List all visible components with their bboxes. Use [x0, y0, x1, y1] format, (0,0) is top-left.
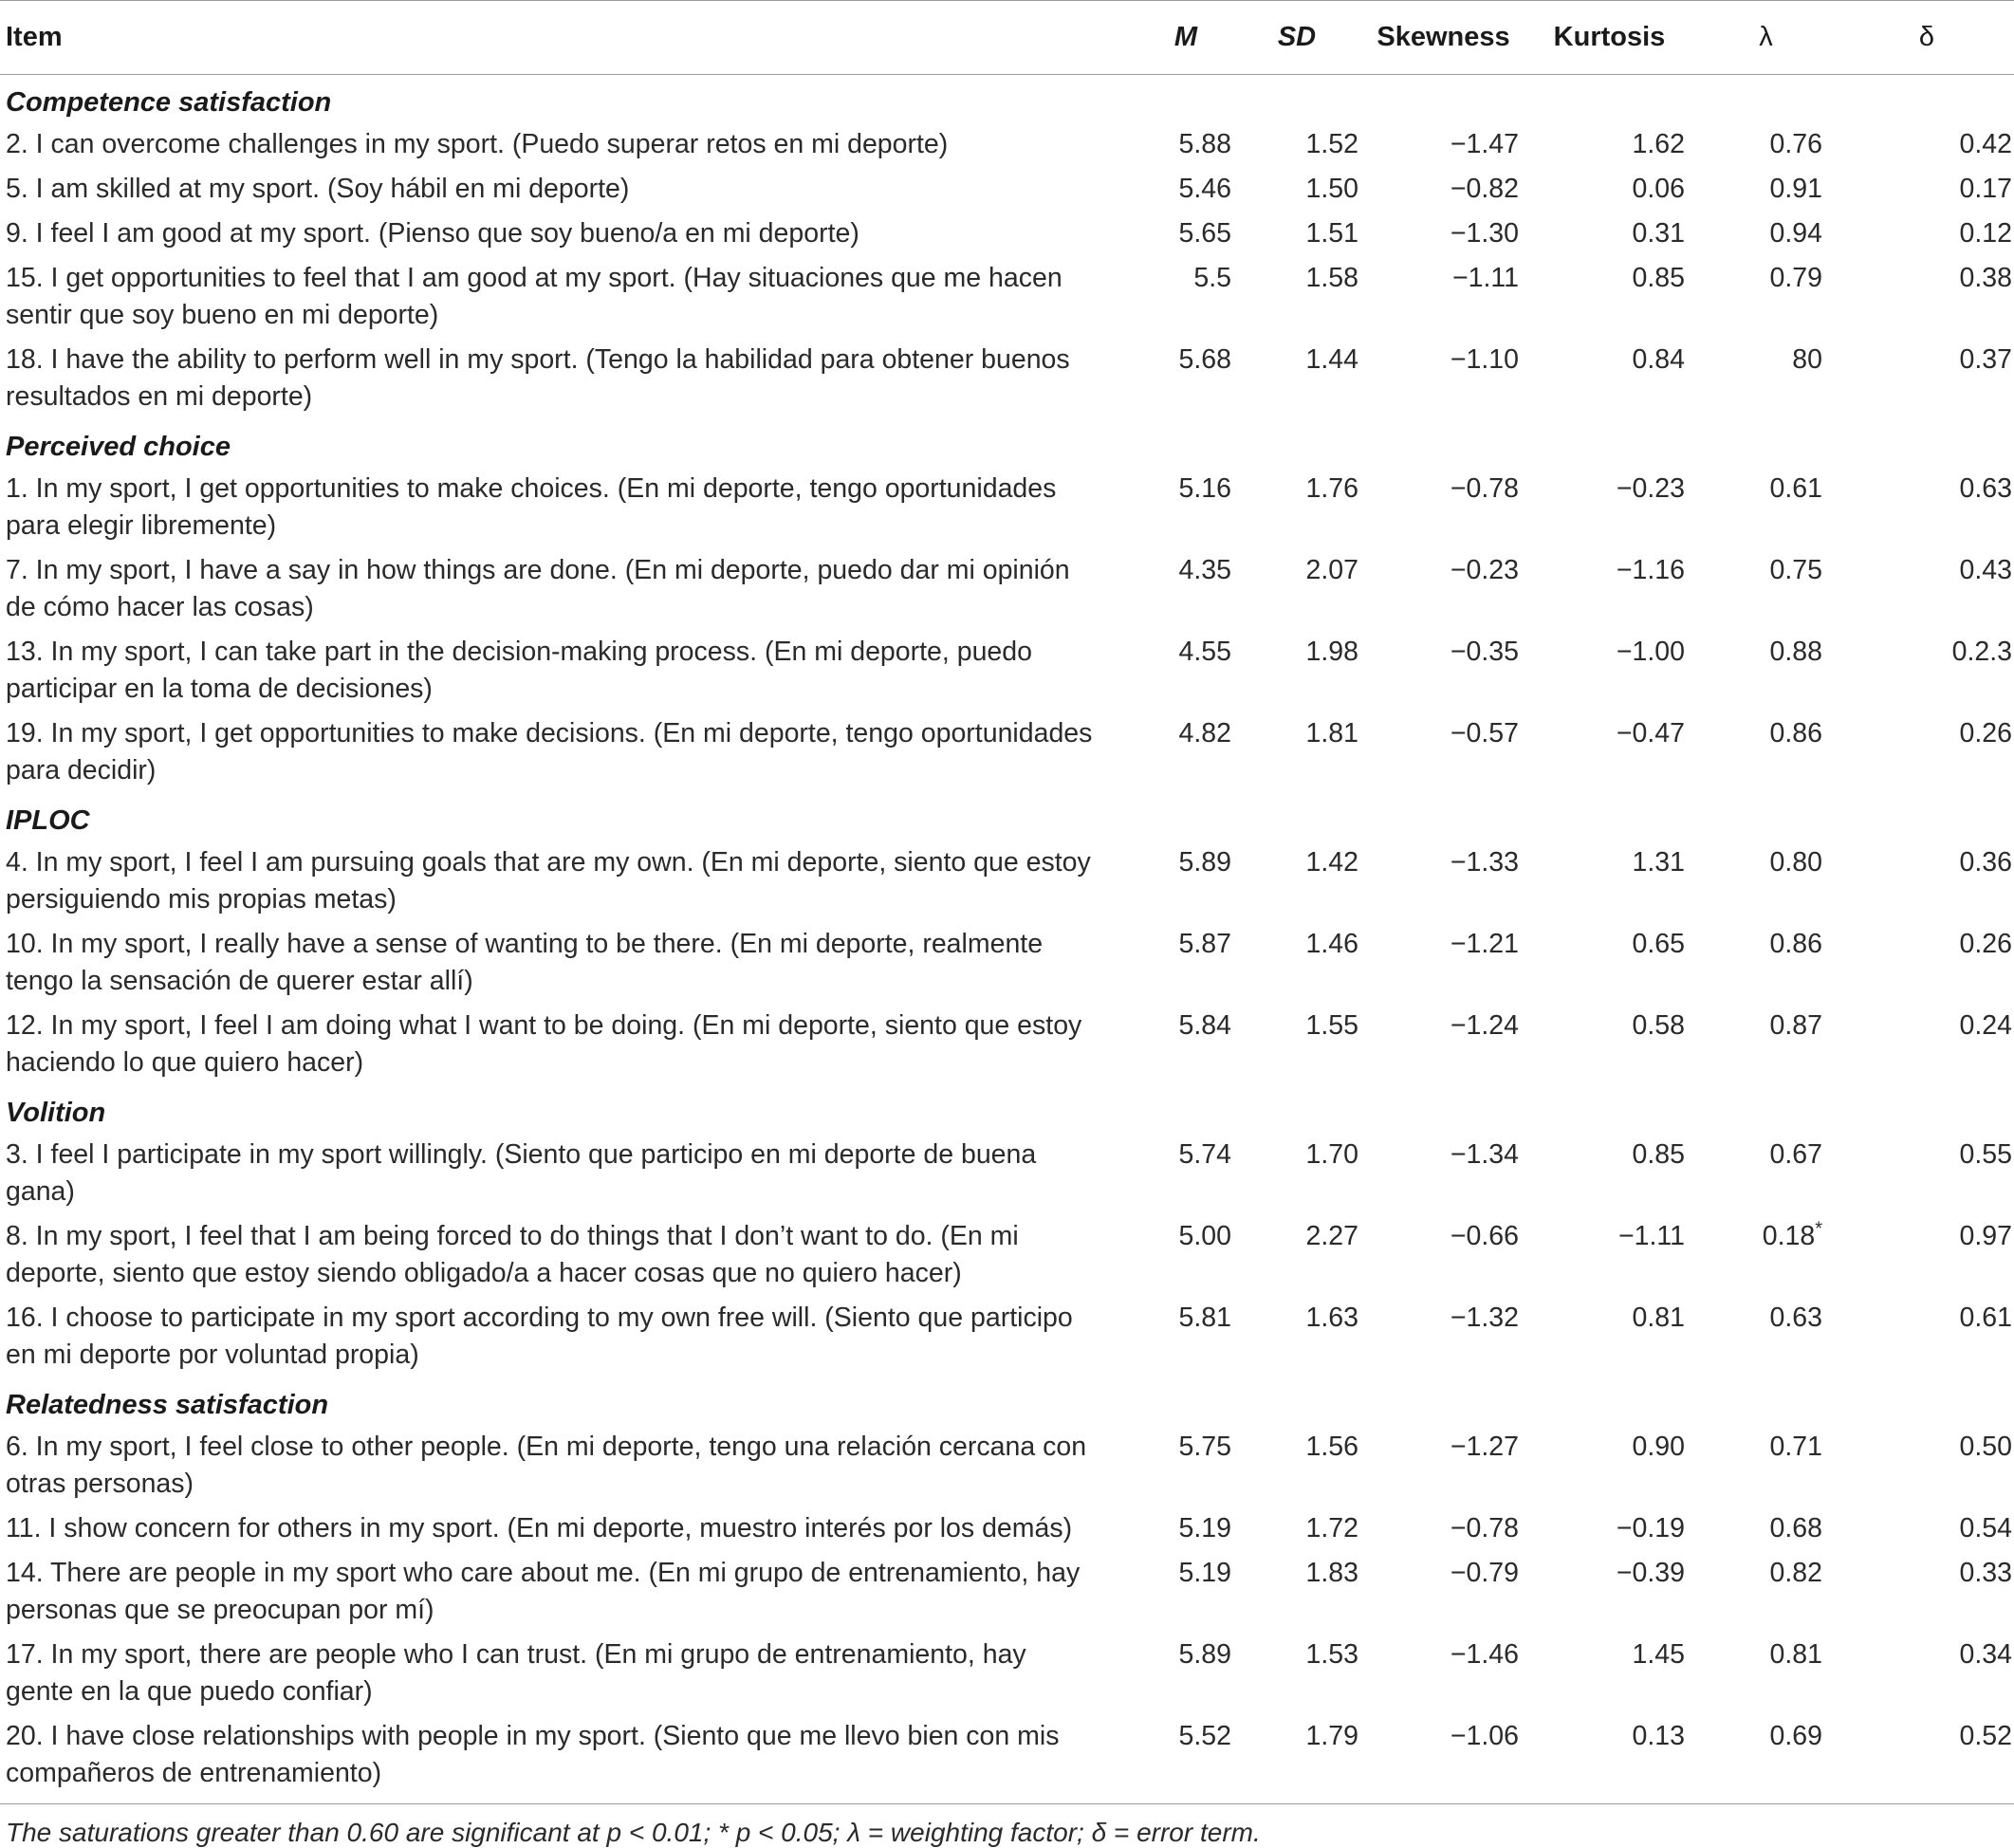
- kurtosis-cell: 0.81: [1632, 1303, 1685, 1333]
- table-row: [0, 548, 2014, 630]
- item-cell: 11. I show concern for others in my sport. (En mi deporte, muestro interés por los demás): [6, 1513, 1073, 1543]
- mean-cell: 5.46: [1178, 174, 1231, 204]
- mean-cell: 5.52: [1138, 1714, 1233, 1804]
- sd-cell: 1.46: [1305, 929, 1358, 959]
- section-header-row: [0, 793, 2014, 841]
- lambda-cell: 0.71: [1769, 1432, 1822, 1462]
- skewness-cell: −0.57: [1450, 718, 1519, 748]
- header-skewness: Skewness: [1360, 1, 1526, 75]
- sd-cell: 1.98: [1305, 637, 1358, 667]
- delta-cell: 0.2.3: [1951, 637, 2012, 667]
- skewness-cell: −1.27: [1450, 1432, 1519, 1462]
- sd-cell: 1.52: [1305, 129, 1358, 159]
- significance-marker: *: [1815, 1218, 1822, 1240]
- delta-cell: 0.55: [1959, 1139, 2012, 1170]
- table-row: [0, 922, 2014, 1004]
- delta-cell: 0.26: [1959, 929, 2012, 959]
- section-header-row: [0, 75, 2014, 123]
- lambda-cell: 0.69: [1692, 1714, 1839, 1804]
- mean-cell: 4.55: [1178, 637, 1231, 667]
- kurtosis-cell: 0.85: [1632, 1139, 1685, 1170]
- item-cell: 2. I can overcome challenges in my sport. (Puedo superar retos en mi deporte): [6, 129, 949, 159]
- lambda-cell: 0.67: [1769, 1139, 1822, 1170]
- table-row: [0, 167, 2014, 212]
- skewness-cell: −1.34: [1450, 1139, 1519, 1170]
- table-row: [0, 630, 2014, 711]
- kurtosis-cell: −1.16: [1616, 555, 1685, 585]
- lambda-cell: 0.86: [1769, 718, 1822, 748]
- item-cell: 6. In my sport, I feel close to other people. (En mi deporte, tengo una relación cercana con otras personas): [6, 1432, 1087, 1499]
- skewness-cell: −1.46: [1450, 1639, 1519, 1670]
- section-title: Relatedness satisfaction: [6, 1390, 329, 1420]
- mean-cell: 5.19: [1178, 1558, 1231, 1588]
- mean-cell: 5.81: [1178, 1303, 1231, 1333]
- lambda-cell: 0.94: [1769, 218, 1822, 249]
- item-cell: 5. I am skilled at my sport. (Soy hábil en mi deporte): [6, 174, 630, 204]
- skewness-cell: −0.82: [1450, 174, 1519, 204]
- delta-cell: 0.36: [1959, 847, 2012, 878]
- sd-cell: 1.50: [1305, 174, 1358, 204]
- item-cell: 13. In my sport, I can take part in the decision-making process. (En mi deporte, puedo participar en la toma de decisiones): [6, 637, 1032, 704]
- lambda-cell: 0.87: [1769, 1010, 1822, 1041]
- sd-cell: 1.51: [1305, 218, 1358, 249]
- table-row: [0, 338, 2014, 419]
- table-row: [0, 122, 2014, 167]
- item-cell: 18. I have the ability to perform well in my sport. (Tengo la habilidad para obtener buenos resultados en mi deporte): [6, 344, 1070, 412]
- section-title: Perceived choice: [6, 432, 231, 462]
- mean-cell: 4.82: [1178, 718, 1231, 748]
- kurtosis-cell: 1.45: [1632, 1639, 1685, 1670]
- mean-cell: 5.89: [1178, 847, 1231, 878]
- kurtosis-cell: 0.06: [1632, 174, 1685, 204]
- sd-cell: 1.70: [1305, 1139, 1358, 1170]
- kurtosis-cell: 0.31: [1632, 218, 1685, 249]
- item-cell: 19. In my sport, I get opportunities to make decisions. (En mi deporte, tengo oportunidades para decidir): [6, 718, 1093, 785]
- mean-cell: 5.87: [1178, 929, 1231, 959]
- delta-cell: 0.17: [1959, 174, 2012, 204]
- skewness-cell: −1.47: [1450, 129, 1519, 159]
- skewness-cell: −1.06: [1360, 1714, 1526, 1804]
- sd-cell: 1.81: [1305, 718, 1358, 748]
- header-row: [0, 1, 2014, 75]
- skewness-cell: −1.10: [1450, 344, 1519, 375]
- table-header: [0, 1, 2014, 75]
- delta-cell: 0.50: [1959, 1432, 2012, 1462]
- kurtosis-cell: 0.85: [1632, 263, 1685, 293]
- header-sd: SD: [1233, 1, 1360, 75]
- skewness-cell: −0.66: [1450, 1221, 1519, 1251]
- delta-cell: 0.61: [1959, 1303, 2012, 1333]
- table-row: [0, 841, 2014, 922]
- lambda-cell: 0.86: [1769, 929, 1822, 959]
- delta-cell: 0.34: [1959, 1639, 2012, 1670]
- kurtosis-cell: 1.31: [1632, 847, 1685, 878]
- lambda-cell: 0.75: [1769, 555, 1822, 585]
- table-row: [0, 1551, 2014, 1633]
- skewness-cell: −0.35: [1450, 637, 1519, 667]
- table-footnote: The saturations greater than 0.60 are significant at p < 0.01; * p < 0.05; λ = weighting factor; δ = error term.: [6, 1818, 1261, 1847]
- item-cell: 20. I have close relationships with people in my sport. (Siento que me llevo bien con mis compañeros de entrenamiento): [0, 1714, 1138, 1804]
- delta-cell: 0.43: [1959, 555, 2012, 585]
- sd-cell: 1.58: [1305, 263, 1358, 293]
- section-title: Competence satisfaction: [6, 87, 332, 118]
- item-cell: 10. In my sport, I really have a sense of wanting to be there. (En mi deporte, realmente tengo la sensación de querer estar allí): [6, 929, 1044, 996]
- sd-cell: 1.72: [1305, 1513, 1358, 1543]
- section-header-row: [0, 1085, 2014, 1133]
- sd-cell: 1.42: [1305, 847, 1358, 878]
- header-item: Item: [0, 1, 1138, 75]
- table-row: [0, 1506, 2014, 1551]
- item-cell: 15. I get opportunities to feel that I am good at my sport. (Hay situaciones que me hacen sentir que soy bueno en mi deporte): [6, 263, 1062, 330]
- lambda-value: 0.18: [1762, 1221, 1816, 1251]
- mean-cell: 5.74: [1178, 1139, 1231, 1170]
- kurtosis-cell: −1.11: [1618, 1221, 1685, 1251]
- table-row: [0, 1214, 2014, 1296]
- kurtosis-cell: 0.65: [1632, 929, 1685, 959]
- table-row: [0, 1714, 2014, 1804]
- sd-cell: 1.56: [1305, 1432, 1358, 1462]
- lambda-cell: 0.80: [1769, 847, 1822, 878]
- table-row: [0, 1004, 2014, 1085]
- item-cell: 4. In my sport, I feel I am pursuing goals that are my own. (En mi deporte, siento que estoy persiguiendo mis propias metas): [6, 847, 1091, 915]
- mean-cell: 5.16: [1178, 473, 1231, 504]
- delta-cell: 0.12: [1959, 218, 2012, 249]
- sd-cell: 2.27: [1305, 1221, 1358, 1251]
- kurtosis-cell: 0.90: [1632, 1432, 1685, 1462]
- table-row: [0, 1133, 2014, 1214]
- sd-cell: 1.44: [1305, 344, 1358, 375]
- delta-cell: 0.26: [1959, 718, 2012, 748]
- table-row: [0, 467, 2014, 548]
- table-row: [0, 711, 2014, 793]
- section-header-row: [0, 419, 2014, 467]
- lambda-cell: 80: [1792, 344, 1822, 375]
- kurtosis-cell: 1.62: [1632, 129, 1685, 159]
- delta-cell: 0.63: [1959, 473, 2012, 504]
- item-cell: 8. In my sport, I feel that I am being forced to do things that I don’t want to do. (En mi deporte, siento que estoy siendo obligado/a a hacer cosas que no quiero hacer): [6, 1221, 1019, 1288]
- item-cell: 3. I feel I participate in my sport willingly. (Siento que participo en mi deporte de buena gana): [6, 1139, 1037, 1207]
- item-cell: 14. There are people in my sport who care about me. (En mi grupo de entrenamiento, hay personas que se preocupan por mí): [6, 1558, 1081, 1625]
- item-cell: 12. In my sport, I feel I am doing what I want to be doing. (En mi deporte, siento que estoy haciendo lo que quiero hacer): [6, 1010, 1082, 1078]
- mean-cell: 5.19: [1178, 1513, 1231, 1543]
- skewness-cell: −1.32: [1450, 1303, 1519, 1333]
- skewness-cell: −0.78: [1450, 1513, 1519, 1543]
- delta-cell: 0.37: [1959, 344, 2012, 375]
- kurtosis-cell: 0.58: [1632, 1010, 1685, 1041]
- sd-cell: 1.55: [1305, 1010, 1358, 1041]
- sd-cell: 1.79: [1233, 1714, 1360, 1804]
- lambda-cell: 0.91: [1769, 174, 1822, 204]
- skewness-cell: −0.78: [1450, 473, 1519, 504]
- sd-cell: 1.83: [1305, 1558, 1358, 1588]
- mean-cell: 5.5: [1193, 263, 1231, 293]
- sd-cell: 1.63: [1305, 1303, 1358, 1333]
- mean-cell: 5.65: [1178, 218, 1231, 249]
- kurtosis-cell: 0.84: [1632, 344, 1685, 375]
- lambda-cell: 0.61: [1769, 473, 1822, 504]
- kurtosis-cell: −0.47: [1616, 718, 1685, 748]
- table-row: [0, 212, 2014, 256]
- delta-cell: 0.38: [1959, 263, 2012, 293]
- skewness-cell: −1.21: [1450, 929, 1519, 959]
- mean-cell: 5.84: [1178, 1010, 1231, 1041]
- kurtosis-cell: −1.00: [1616, 637, 1685, 667]
- skewness-cell: −1.11: [1452, 263, 1519, 293]
- item-cell: 1. In my sport, I get opportunities to make choices. (En mi deporte, tengo oportunidades para elegir libremente): [6, 473, 1057, 541]
- table-row: [0, 1633, 2014, 1714]
- lambda-cell: 0.82: [1769, 1558, 1822, 1588]
- lambda-cell: 0.88: [1769, 637, 1822, 667]
- table-row: [0, 1296, 2014, 1377]
- table-row: [0, 256, 2014, 338]
- lambda-cell: 0.68: [1769, 1513, 1822, 1543]
- section-title: IPLOC: [6, 805, 90, 836]
- lambda-cell: 0.63: [1769, 1303, 1822, 1333]
- delta-cell: 0.97: [1959, 1221, 2012, 1251]
- header-kurtosis: Kurtosis: [1526, 1, 1692, 75]
- skewness-cell: −1.24: [1450, 1010, 1519, 1041]
- table-row: [0, 1425, 2014, 1506]
- header-delta: δ: [1839, 1, 2014, 75]
- skewness-cell: −1.30: [1450, 218, 1519, 249]
- section-header-row: [0, 1377, 2014, 1425]
- mean-cell: 5.00: [1178, 1221, 1231, 1251]
- sd-cell: 2.07: [1305, 555, 1358, 585]
- delta-cell: 0.52: [1839, 1714, 2014, 1804]
- sd-cell: 1.53: [1305, 1639, 1358, 1670]
- lambda-cell: [1692, 1214, 1839, 1296]
- kurtosis-cell: −0.19: [1616, 1513, 1685, 1543]
- kurtosis-cell: −0.23: [1616, 473, 1685, 504]
- table-body: [0, 75, 2014, 1804]
- kurtosis-cell: 0.13: [1526, 1714, 1692, 1804]
- delta-cell: 0.24: [1959, 1010, 2012, 1041]
- header-lambda: λ: [1692, 1, 1839, 75]
- mean-cell: 5.75: [1178, 1432, 1231, 1462]
- lambda-cell: 0.79: [1769, 263, 1822, 293]
- item-cell: 7. In my sport, I have a say in how things are done. (En mi deporte, puedo dar mi opinión de cómo hacer las cosas): [6, 555, 1070, 622]
- section-title: Volition: [6, 1098, 106, 1128]
- sd-cell: 1.76: [1305, 473, 1358, 504]
- item-cell: 17. In my sport, there are people who I can trust. (En mi grupo de entrenamiento, hay gente en la que puedo confiar): [6, 1639, 1026, 1707]
- delta-cell: 0.54: [1959, 1513, 2012, 1543]
- mean-cell: 5.68: [1178, 344, 1231, 375]
- skewness-cell: −0.79: [1450, 1558, 1519, 1588]
- item-cell: 9. I feel I am good at my sport. (Pienso que soy bueno/a en mi deporte): [6, 218, 859, 249]
- lambda-cell: 0.76: [1769, 129, 1822, 159]
- header-mean: M: [1138, 1, 1233, 75]
- skewness-cell: −1.33: [1450, 847, 1519, 878]
- mean-cell: 5.88: [1178, 129, 1231, 159]
- lambda-cell: 0.81: [1769, 1639, 1822, 1670]
- delta-cell: 0.42: [1959, 129, 2012, 159]
- skewness-cell: −0.23: [1450, 555, 1519, 585]
- mean-cell: 5.89: [1178, 1639, 1231, 1670]
- delta-cell: 0.33: [1959, 1558, 2012, 1588]
- kurtosis-cell: −0.39: [1616, 1558, 1685, 1588]
- mean-cell: 4.35: [1178, 555, 1231, 585]
- item-cell: 16. I choose to participate in my sport according to my own free will. (Siento que participo en mi deporte por voluntad propia): [6, 1303, 1073, 1370]
